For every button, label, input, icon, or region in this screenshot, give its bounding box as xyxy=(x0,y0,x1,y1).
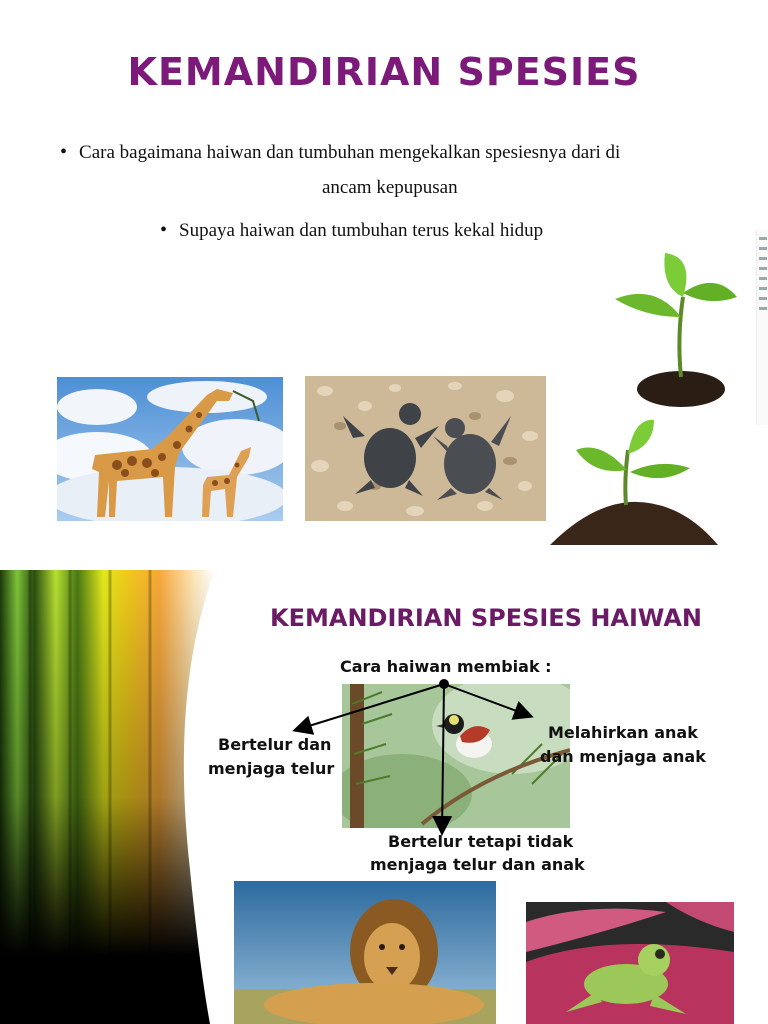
diagram-right-label-line2: dan menjaga anak xyxy=(540,747,706,766)
diagram-right-label: Melahirkan anak xyxy=(548,723,698,742)
diagram-bottom-label: Bertelur tetapi tidak xyxy=(388,832,574,851)
bullet-dot-icon: • xyxy=(160,219,168,241)
diagram-left-label-line2: menjaga telur xyxy=(208,759,335,778)
lion-image xyxy=(234,881,496,1024)
diagram-left-label: Bertelur dan xyxy=(218,735,332,754)
slide-2-title: KEMANDIRIAN SPESIES HAIWAN xyxy=(270,604,702,632)
edge-scrap xyxy=(756,230,768,425)
bullet-1: • Cara bagaimana haiwan dan tumbuhan mengekalkan spesiesnya dari di xyxy=(60,141,621,163)
turtle-hatchlings-image xyxy=(305,376,546,521)
bullet-2: • Supaya haiwan dan tumbuhan terus kekal hidup xyxy=(160,219,544,241)
diagram-root-label: Cara haiwan membiak : xyxy=(340,657,552,676)
diagram-bottom-label-line2: menjaga telur dan anak xyxy=(370,855,585,874)
seedling-image-2 xyxy=(550,410,720,550)
bullet-1-continued: ancam kepupusan xyxy=(322,177,458,198)
bullet-dot-icon: • xyxy=(60,141,68,163)
slide-2 xyxy=(0,570,768,1024)
frog-image xyxy=(526,902,734,1024)
giraffe-image xyxy=(57,377,283,521)
slide-1-title: KEMANDIRIAN SPESIES xyxy=(127,50,641,94)
seedling-image-1 xyxy=(605,247,740,410)
